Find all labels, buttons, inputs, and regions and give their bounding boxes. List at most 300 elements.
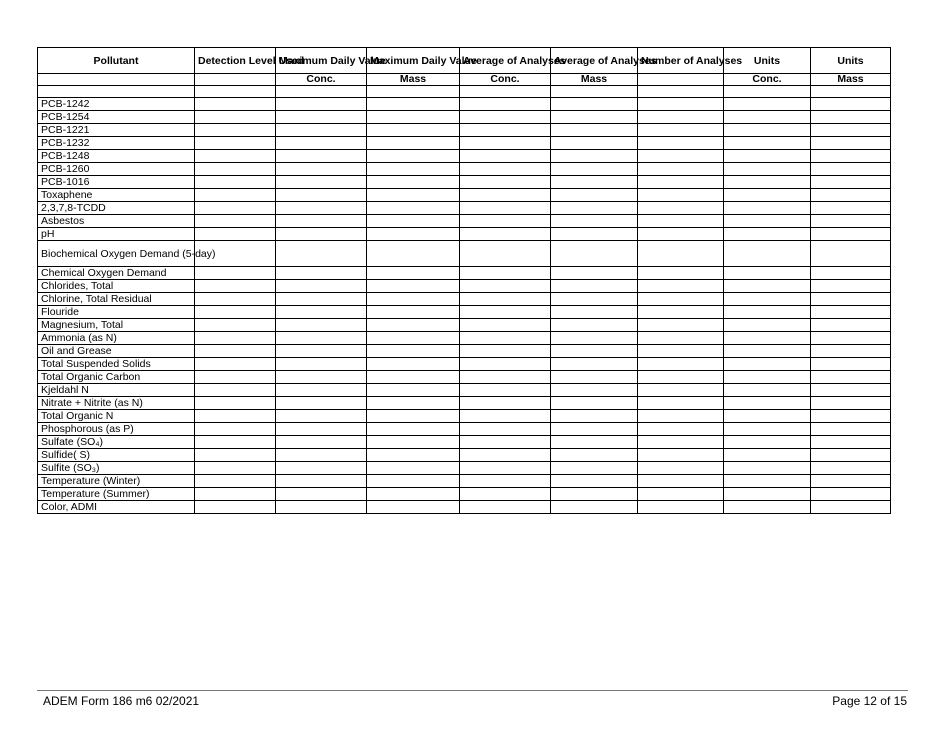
entry-cell[interactable] — [638, 280, 724, 293]
entry-cell[interactable] — [551, 215, 638, 228]
entry-cell[interactable] — [276, 267, 367, 280]
table-row — [38, 163, 891, 176]
entry-cell[interactable] — [195, 423, 276, 436]
entry-cell[interactable] — [367, 488, 460, 501]
entry-cell[interactable] — [811, 449, 891, 462]
entry-cell[interactable] — [367, 371, 460, 384]
entry-cell[interactable] — [551, 228, 638, 241]
entry-cell[interactable] — [276, 371, 367, 384]
entry-cell[interactable] — [195, 280, 276, 293]
entry-cell[interactable] — [276, 124, 367, 137]
entry-cell[interactable] — [276, 98, 367, 111]
entry-cell[interactable] — [638, 293, 724, 306]
table-row — [38, 241, 891, 267]
entry-cell[interactable] — [367, 358, 460, 371]
entry-cell[interactable] — [460, 306, 551, 319]
entry-cell[interactable] — [367, 176, 460, 189]
entry-cell[interactable] — [811, 384, 891, 397]
entry-cell[interactable] — [724, 306, 811, 319]
entry-cell[interactable] — [551, 475, 638, 488]
entry-cell[interactable] — [276, 163, 367, 176]
entry-cell[interactable] — [276, 488, 367, 501]
entry-cell[interactable] — [276, 462, 367, 475]
entry-cell[interactable] — [724, 176, 811, 189]
entry-cell[interactable] — [638, 449, 724, 462]
entry-cell[interactable] — [811, 319, 891, 332]
entry-cell[interactable] — [551, 293, 638, 306]
entry-cell[interactable] — [724, 189, 811, 202]
entry-cell[interactable] — [460, 475, 551, 488]
entry-cell[interactable] — [811, 332, 891, 345]
entry-cell[interactable] — [276, 475, 367, 488]
entry-cell[interactable] — [367, 241, 460, 267]
entry-cell[interactable] — [195, 215, 276, 228]
entry-cell[interactable] — [367, 124, 460, 137]
subheader-max-daily-mass: Mass — [367, 74, 460, 86]
entry-cell[interactable] — [638, 215, 724, 228]
entry-cell[interactable] — [460, 345, 551, 358]
entry-cell[interactable] — [367, 384, 460, 397]
entry-cell[interactable] — [195, 384, 276, 397]
entry-cell[interactable] — [460, 111, 551, 124]
entry-cell[interactable] — [724, 423, 811, 436]
entry-cell[interactable] — [367, 475, 460, 488]
entry-cell[interactable] — [460, 189, 551, 202]
entry-cell[interactable] — [367, 228, 460, 241]
entry-cell[interactable] — [195, 98, 276, 111]
header-detection-level: Detection Level Used — [195, 48, 276, 74]
pollutant-name: Temperature (Winter) — [38, 475, 195, 488]
subheader-blank — [195, 74, 276, 86]
header-max-daily-value-mass: Maximum Daily Value — [367, 48, 460, 74]
entry-cell[interactable] — [195, 202, 276, 215]
entry-cell[interactable] — [367, 293, 460, 306]
entry-cell[interactable] — [367, 345, 460, 358]
entry-cell[interactable] — [551, 98, 638, 111]
table-row — [38, 319, 891, 332]
entry-cell[interactable] — [195, 163, 276, 176]
entry-cell[interactable] — [460, 371, 551, 384]
entry-cell[interactable] — [638, 358, 724, 371]
entry-cell[interactable] — [460, 397, 551, 410]
entry-cell[interactable] — [811, 215, 891, 228]
entry-cell[interactable] — [551, 371, 638, 384]
entry-cell[interactable] — [724, 449, 811, 462]
entry-cell[interactable] — [367, 280, 460, 293]
entry-cell[interactable] — [724, 397, 811, 410]
entry-cell[interactable] — [551, 501, 638, 514]
entry-cell[interactable] — [811, 397, 891, 410]
entry-cell[interactable] — [460, 241, 551, 267]
entry-cell[interactable] — [460, 410, 551, 423]
entry-cell[interactable] — [276, 189, 367, 202]
entry-cell[interactable] — [276, 241, 367, 267]
pollutant-name: Total Suspended Solids — [38, 358, 195, 371]
table-row — [38, 189, 891, 202]
entry-cell[interactable] — [460, 124, 551, 137]
entry-cell[interactable] — [367, 501, 460, 514]
entry-cell[interactable] — [811, 358, 891, 371]
entry-cell[interactable] — [638, 306, 724, 319]
entry-cell[interactable] — [724, 345, 811, 358]
table-row — [38, 423, 891, 436]
form-identifier: ADEM Form 186 m6 02/2021 — [43, 694, 200, 708]
entry-cell[interactable] — [276, 358, 367, 371]
entry-cell[interactable] — [638, 98, 724, 111]
entry-cell[interactable] — [276, 111, 367, 124]
entry-cell[interactable] — [195, 111, 276, 124]
entry-cell[interactable] — [811, 371, 891, 384]
entry-cell[interactable] — [195, 332, 276, 345]
entry-cell[interactable] — [724, 280, 811, 293]
entry-cell[interactable] — [724, 124, 811, 137]
entry-cell[interactable] — [195, 306, 276, 319]
entry-cell[interactable] — [811, 228, 891, 241]
entry-cell[interactable] — [811, 111, 891, 124]
header-pollutant: Pollutant — [38, 48, 195, 74]
entry-cell[interactable] — [638, 488, 724, 501]
entry-cell[interactable] — [638, 462, 724, 475]
entry-cell[interactable] — [811, 306, 891, 319]
entry-cell[interactable] — [551, 319, 638, 332]
entry-cell[interactable] — [276, 228, 367, 241]
pollutant-name: PCB-1248 — [38, 150, 195, 163]
entry-cell[interactable] — [460, 436, 551, 449]
entry-cell[interactable] — [276, 436, 367, 449]
entry-cell[interactable] — [551, 306, 638, 319]
pollutant-name: PCB-1254 — [38, 111, 195, 124]
entry-cell[interactable] — [276, 423, 367, 436]
entry-cell[interactable] — [638, 397, 724, 410]
entry-cell[interactable] — [195, 449, 276, 462]
pollutant-name: PCB-1016 — [38, 176, 195, 189]
entry-cell[interactable] — [724, 293, 811, 306]
entry-cell[interactable] — [724, 371, 811, 384]
entry-cell[interactable] — [811, 423, 891, 436]
pollutant-name: Sulfide( S) — [38, 449, 195, 462]
entry-cell[interactable] — [367, 189, 460, 202]
subheader-units-conc: Conc. — [724, 74, 811, 86]
entry-cell[interactable] — [460, 488, 551, 501]
entry-cell[interactable] — [551, 436, 638, 449]
entry-cell[interactable] — [724, 202, 811, 215]
entry-cell[interactable] — [276, 345, 367, 358]
table-row — [38, 111, 891, 124]
table-row — [38, 280, 891, 293]
entry-cell[interactable] — [638, 150, 724, 163]
entry-cell[interactable] — [724, 137, 811, 150]
entry-cell[interactable] — [367, 267, 460, 280]
entry-cell[interactable] — [811, 150, 891, 163]
entry-cell[interactable] — [724, 410, 811, 423]
table-row — [38, 397, 891, 410]
header-number-of-analyses: Number of Analyses — [638, 48, 724, 74]
table-row — [38, 293, 891, 306]
entry-cell[interactable] — [367, 202, 460, 215]
entry-cell[interactable] — [195, 436, 276, 449]
entry-cell[interactable] — [724, 98, 811, 111]
entry-cell[interactable] — [460, 384, 551, 397]
entry-cell[interactable] — [638, 241, 724, 267]
entry-cell[interactable] — [638, 410, 724, 423]
entry-cell[interactable] — [551, 111, 638, 124]
entry-cell[interactable] — [551, 150, 638, 163]
entry-cell[interactable] — [367, 163, 460, 176]
entry-cell[interactable] — [195, 358, 276, 371]
entry-cell[interactable] — [460, 423, 551, 436]
entry-cell[interactable] — [551, 189, 638, 202]
entry-cell[interactable] — [638, 371, 724, 384]
entry-cell[interactable] — [195, 462, 276, 475]
entry-cell[interactable] — [724, 462, 811, 475]
entry-cell[interactable] — [638, 202, 724, 215]
entry-cell[interactable] — [724, 436, 811, 449]
pollutant-name: Toxaphene — [38, 189, 195, 202]
entry-cell[interactable] — [551, 358, 638, 371]
entry-cell[interactable] — [638, 332, 724, 345]
entry-cell[interactable] — [367, 423, 460, 436]
entry-cell[interactable] — [724, 332, 811, 345]
entry-cell[interactable] — [367, 319, 460, 332]
table-row — [38, 124, 891, 137]
entry-cell[interactable] — [460, 293, 551, 306]
entry-cell[interactable] — [811, 436, 891, 449]
entry-cell[interactable] — [638, 189, 724, 202]
entry-cell[interactable] — [551, 332, 638, 345]
table-row — [38, 410, 891, 423]
entry-cell[interactable] — [276, 397, 367, 410]
entry-cell[interactable] — [811, 241, 891, 267]
entry-cell[interactable] — [638, 423, 724, 436]
entry-cell[interactable] — [276, 332, 367, 345]
entry-cell[interactable] — [460, 228, 551, 241]
entry-cell[interactable] — [460, 501, 551, 514]
entry-cell[interactable] — [367, 306, 460, 319]
entry-cell[interactable] — [276, 306, 367, 319]
entry-cell[interactable] — [811, 410, 891, 423]
entry-cell[interactable] — [551, 163, 638, 176]
entry-cell[interactable] — [551, 202, 638, 215]
entry-cell[interactable] — [551, 176, 638, 189]
table-body — [38, 86, 891, 514]
entry-cell[interactable] — [460, 332, 551, 345]
entry-cell[interactable] — [195, 189, 276, 202]
entry-cell[interactable] — [195, 345, 276, 358]
subheader-blank — [38, 74, 195, 86]
table-row — [38, 345, 891, 358]
entry-cell[interactable] — [551, 384, 638, 397]
entry-cell[interactable] — [195, 124, 276, 137]
entry-cell[interactable] — [195, 150, 276, 163]
entry-cell[interactable] — [811, 137, 891, 150]
entry-cell[interactable] — [811, 202, 891, 215]
entry-cell[interactable] — [638, 475, 724, 488]
entry-cell[interactable] — [276, 449, 367, 462]
entry-cell[interactable] — [276, 176, 367, 189]
spacer-row — [38, 86, 891, 98]
entry-cell[interactable] — [276, 150, 367, 163]
entry-cell[interactable] — [551, 124, 638, 137]
pollutant-name: Total Organic Carbon — [38, 371, 195, 384]
entry-cell[interactable] — [638, 345, 724, 358]
pollutant-name: Oil and Grease — [38, 345, 195, 358]
entry-cell[interactable] — [195, 267, 276, 280]
pollutant-name: Biochemical Oxygen Demand (5-day) — [38, 241, 195, 267]
entry-cell[interactable] — [460, 280, 551, 293]
entry-cell[interactable] — [724, 501, 811, 514]
pollutant-name: Nitrate + Nitrite (as N) — [38, 397, 195, 410]
entry-cell[interactable] — [460, 319, 551, 332]
entry-cell[interactable] — [724, 319, 811, 332]
entry-cell[interactable] — [724, 163, 811, 176]
table-row — [38, 488, 891, 501]
entry-cell[interactable] — [276, 384, 367, 397]
entry-cell[interactable] — [811, 267, 891, 280]
entry-cell[interactable] — [724, 475, 811, 488]
entry-cell[interactable] — [551, 462, 638, 475]
table-row — [38, 462, 891, 475]
subheader-average-mass: Mass — [551, 74, 638, 86]
entry-cell[interactable] — [724, 267, 811, 280]
entry-cell[interactable] — [638, 436, 724, 449]
entry-cell[interactable] — [551, 397, 638, 410]
table-row — [38, 176, 891, 189]
entry-cell[interactable] — [638, 124, 724, 137]
entry-cell[interactable] — [638, 384, 724, 397]
subheader-blank — [638, 74, 724, 86]
entry-cell[interactable] — [460, 215, 551, 228]
entry-cell[interactable] — [367, 215, 460, 228]
entry-cell[interactable] — [460, 163, 551, 176]
entry-cell[interactable] — [195, 176, 276, 189]
entry-cell[interactable] — [551, 267, 638, 280]
entry-cell[interactable] — [460, 150, 551, 163]
entry-cell[interactable] — [460, 137, 551, 150]
entry-cell[interactable] — [638, 111, 724, 124]
entry-cell[interactable] — [551, 488, 638, 501]
entry-cell[interactable] — [195, 371, 276, 384]
entry-cell[interactable] — [460, 358, 551, 371]
entry-cell[interactable] — [276, 280, 367, 293]
table-row — [38, 98, 891, 111]
entry-cell[interactable] — [811, 345, 891, 358]
pollutant-name: Kjeldahl N — [38, 384, 195, 397]
entry-cell[interactable] — [638, 267, 724, 280]
entry-cell[interactable] — [276, 319, 367, 332]
entry-cell[interactable] — [811, 462, 891, 475]
entry-cell[interactable] — [367, 436, 460, 449]
entry-cell[interactable] — [638, 228, 724, 241]
table-row — [38, 371, 891, 384]
entry-cell[interactable] — [367, 111, 460, 124]
entry-cell[interactable] — [551, 410, 638, 423]
pollutant-name: Chlorides, Total — [38, 280, 195, 293]
entry-cell[interactable] — [460, 176, 551, 189]
entry-cell[interactable] — [195, 293, 276, 306]
entry-cell[interactable] — [724, 215, 811, 228]
entry-cell[interactable] — [724, 111, 811, 124]
entry-cell[interactable] — [551, 137, 638, 150]
entry-cell[interactable] — [460, 267, 551, 280]
entry-cell[interactable] — [460, 202, 551, 215]
entry-cell[interactable] — [724, 241, 811, 267]
entry-cell[interactable] — [367, 150, 460, 163]
entry-cell[interactable] — [460, 449, 551, 462]
entry-cell[interactable] — [551, 241, 638, 267]
entry-cell[interactable] — [811, 501, 891, 514]
entry-cell[interactable] — [724, 384, 811, 397]
entry-cell[interactable] — [811, 124, 891, 137]
pollutant-name: PCB-1260 — [38, 163, 195, 176]
entry-cell[interactable] — [811, 98, 891, 111]
pollutant-name: Sulfite (SO₃) — [38, 462, 195, 475]
entry-cell[interactable] — [276, 137, 367, 150]
entry-cell[interactable] — [195, 475, 276, 488]
entry-cell[interactable] — [276, 202, 367, 215]
entry-cell[interactable] — [724, 488, 811, 501]
entry-cell[interactable] — [551, 423, 638, 436]
entry-cell[interactable] — [638, 176, 724, 189]
entry-cell[interactable] — [276, 410, 367, 423]
entry-cell[interactable] — [276, 293, 367, 306]
entry-cell[interactable] — [195, 319, 276, 332]
entry-cell[interactable] — [367, 397, 460, 410]
entry-cell[interactable] — [724, 358, 811, 371]
entry-cell[interactable] — [367, 462, 460, 475]
entry-cell[interactable] — [811, 176, 891, 189]
entry-cell[interactable] — [195, 397, 276, 410]
entry-cell[interactable] — [811, 189, 891, 202]
entry-cell[interactable] — [276, 215, 367, 228]
entry-cell[interactable] — [551, 449, 638, 462]
entry-cell[interactable] — [811, 280, 891, 293]
entry-cell[interactable] — [195, 410, 276, 423]
entry-cell[interactable] — [367, 98, 460, 111]
header-units-mass: Units — [811, 48, 891, 74]
entry-cell[interactable] — [460, 462, 551, 475]
entry-cell[interactable] — [724, 228, 811, 241]
entry-cell[interactable] — [811, 488, 891, 501]
entry-cell[interactable] — [276, 501, 367, 514]
entry-cell[interactable] — [195, 228, 276, 241]
pollutant-name: 2,3,7,8-TCDD — [38, 202, 195, 215]
entry-cell[interactable] — [638, 501, 724, 514]
entry-cell[interactable] — [195, 488, 276, 501]
entry-cell[interactable] — [367, 410, 460, 423]
entry-cell[interactable] — [551, 280, 638, 293]
entry-cell[interactable] — [195, 501, 276, 514]
entry-cell[interactable] — [367, 449, 460, 462]
header-average-analyses-mass: Average of Analyses — [551, 48, 638, 74]
pollutant-name: Ammonia (as N) — [38, 332, 195, 345]
entry-cell[interactable] — [638, 137, 724, 150]
entry-cell[interactable] — [638, 319, 724, 332]
subheader-row — [38, 74, 891, 86]
pollutant-name: Chlorine, Total Residual — [38, 293, 195, 306]
pollutant-name: Temperature (Summer) — [38, 488, 195, 501]
table-row — [38, 332, 891, 345]
entry-cell[interactable] — [811, 475, 891, 488]
entry-cell[interactable] — [551, 345, 638, 358]
entry-cell[interactable] — [367, 332, 460, 345]
entry-cell[interactable] — [724, 150, 811, 163]
entry-cell[interactable] — [195, 137, 276, 150]
entry-cell[interactable] — [367, 137, 460, 150]
entry-cell[interactable] — [638, 163, 724, 176]
entry-cell[interactable] — [811, 163, 891, 176]
entry-cell[interactable] — [811, 293, 891, 306]
entry-cell[interactable] — [460, 98, 551, 111]
